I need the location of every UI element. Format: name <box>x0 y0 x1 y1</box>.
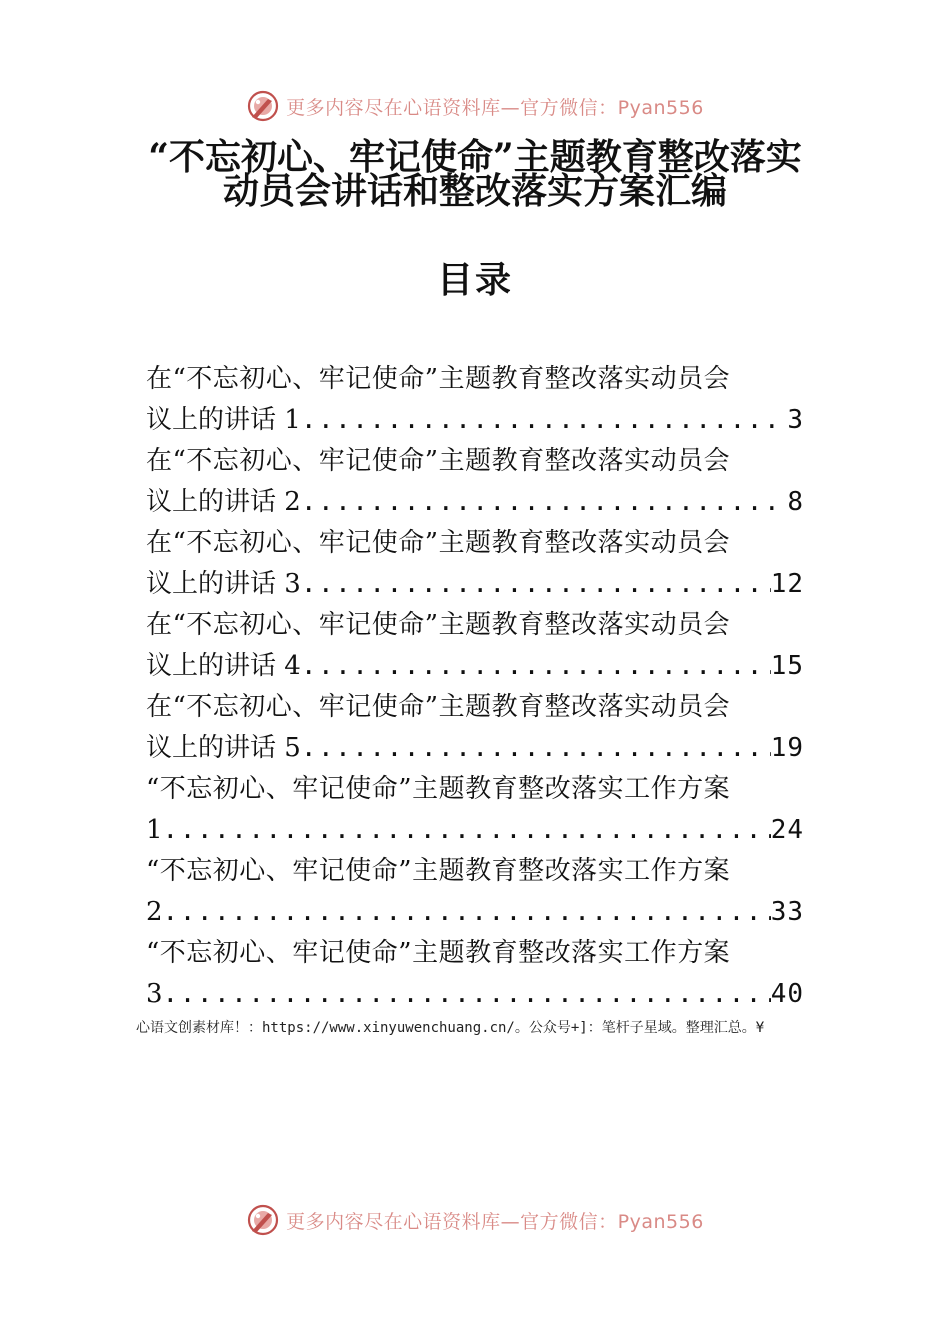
toc-entry-lead: 议上的讲话 1 <box>146 405 301 435</box>
toc-leader-dots <box>301 564 771 605</box>
toc-entry-title: 在“不忘初心、牢记使命”主题教育整改落实动员会 <box>146 610 731 640</box>
toc-page-number: 12 <box>770 569 804 599</box>
toc-entry[interactable] <box>146 605 804 687</box>
toc-page-number: 3 <box>787 405 804 435</box>
title-line-1: “不忘初心、牢记使命”主题教育整改落实 <box>148 136 802 178</box>
toc-leader-dots <box>301 728 771 769</box>
toc-page-number: 40 <box>770 979 804 1009</box>
toc-heading: 目录 <box>436 259 513 301</box>
toc-entry-title: 在“不忘初心、牢记使命”主题教育整改落实动员会 <box>146 692 731 722</box>
toc-entry-lead: 1 <box>146 815 163 845</box>
banner-text: 更多内容尽在心语资料库—官方微信：Pyan556 <box>286 96 704 119</box>
toc-entry-lead: 议上的讲话 3 <box>146 569 301 599</box>
toc-entry-title: “不忘初心、牢记使命”主题教育整改落实工作方案 <box>146 774 731 804</box>
toc-entry[interactable] <box>146 523 804 605</box>
toc-leader-dots <box>301 400 788 441</box>
toc-entry-title: 在“不忘初心、牢记使命”主题教育整改落实动员会 <box>146 528 731 558</box>
toc-leader-dots <box>163 974 771 1015</box>
footer-banner <box>0 1200 950 1240</box>
toc-leader-dots <box>301 482 788 523</box>
toc-entry-title: 在“不忘初心、牢记使命”主题教育整改落实动员会 <box>146 446 731 476</box>
toc-entry[interactable] <box>146 441 804 523</box>
toc-page-number: 15 <box>770 651 804 681</box>
toc-leader-dots <box>301 646 771 687</box>
toc-leader-dots <box>163 810 771 851</box>
toc-entry[interactable] <box>146 851 804 933</box>
banner-text: 更多内容尽在心语资料库—官方微信：Pyan556 <box>286 1210 704 1233</box>
toc-page-number: 24 <box>770 815 804 845</box>
toc-entry-lead: 3 <box>146 979 163 1009</box>
toc-entry-title: “不忘初心、牢记使命”主题教育整改落实工作方案 <box>146 938 731 968</box>
toc-page-number: 19 <box>770 733 804 763</box>
toc-entry-lead: 议上的讲话 5 <box>146 733 301 763</box>
pen-circle-icon <box>246 1203 280 1237</box>
source-note: 心语文创素材库！：https://www.xinyuwenchuang.cn/。公众号+]：笔杆子星域。整理汇总。¥ <box>136 1020 765 1036</box>
toc-entry-lead: 议上的讲话 4 <box>146 651 301 681</box>
toc-page-number: 33 <box>770 897 804 927</box>
toc-page-number: 8 <box>787 487 804 517</box>
toc-entry[interactable] <box>146 933 804 1015</box>
table-of-contents <box>146 359 804 1015</box>
toc-entry[interactable] <box>146 687 804 769</box>
toc-entry[interactable] <box>146 359 804 441</box>
toc-entry-title: “不忘初心、牢记使命”主题教育整改落实工作方案 <box>146 856 731 886</box>
toc-entry-lead: 议上的讲话 2 <box>146 487 301 517</box>
toc-entry[interactable] <box>146 769 804 851</box>
title-line-2: 动员会讲话和整改落实方案汇编 <box>222 170 727 212</box>
pen-circle-icon <box>246 89 280 123</box>
toc-entry-title: 在“不忘初心、牢记使命”主题教育整改落实动员会 <box>146 364 731 394</box>
header-banner <box>0 86 950 126</box>
toc-leader-dots <box>163 892 771 933</box>
toc-entry-lead: 2 <box>146 897 163 927</box>
document-title <box>60 136 890 212</box>
